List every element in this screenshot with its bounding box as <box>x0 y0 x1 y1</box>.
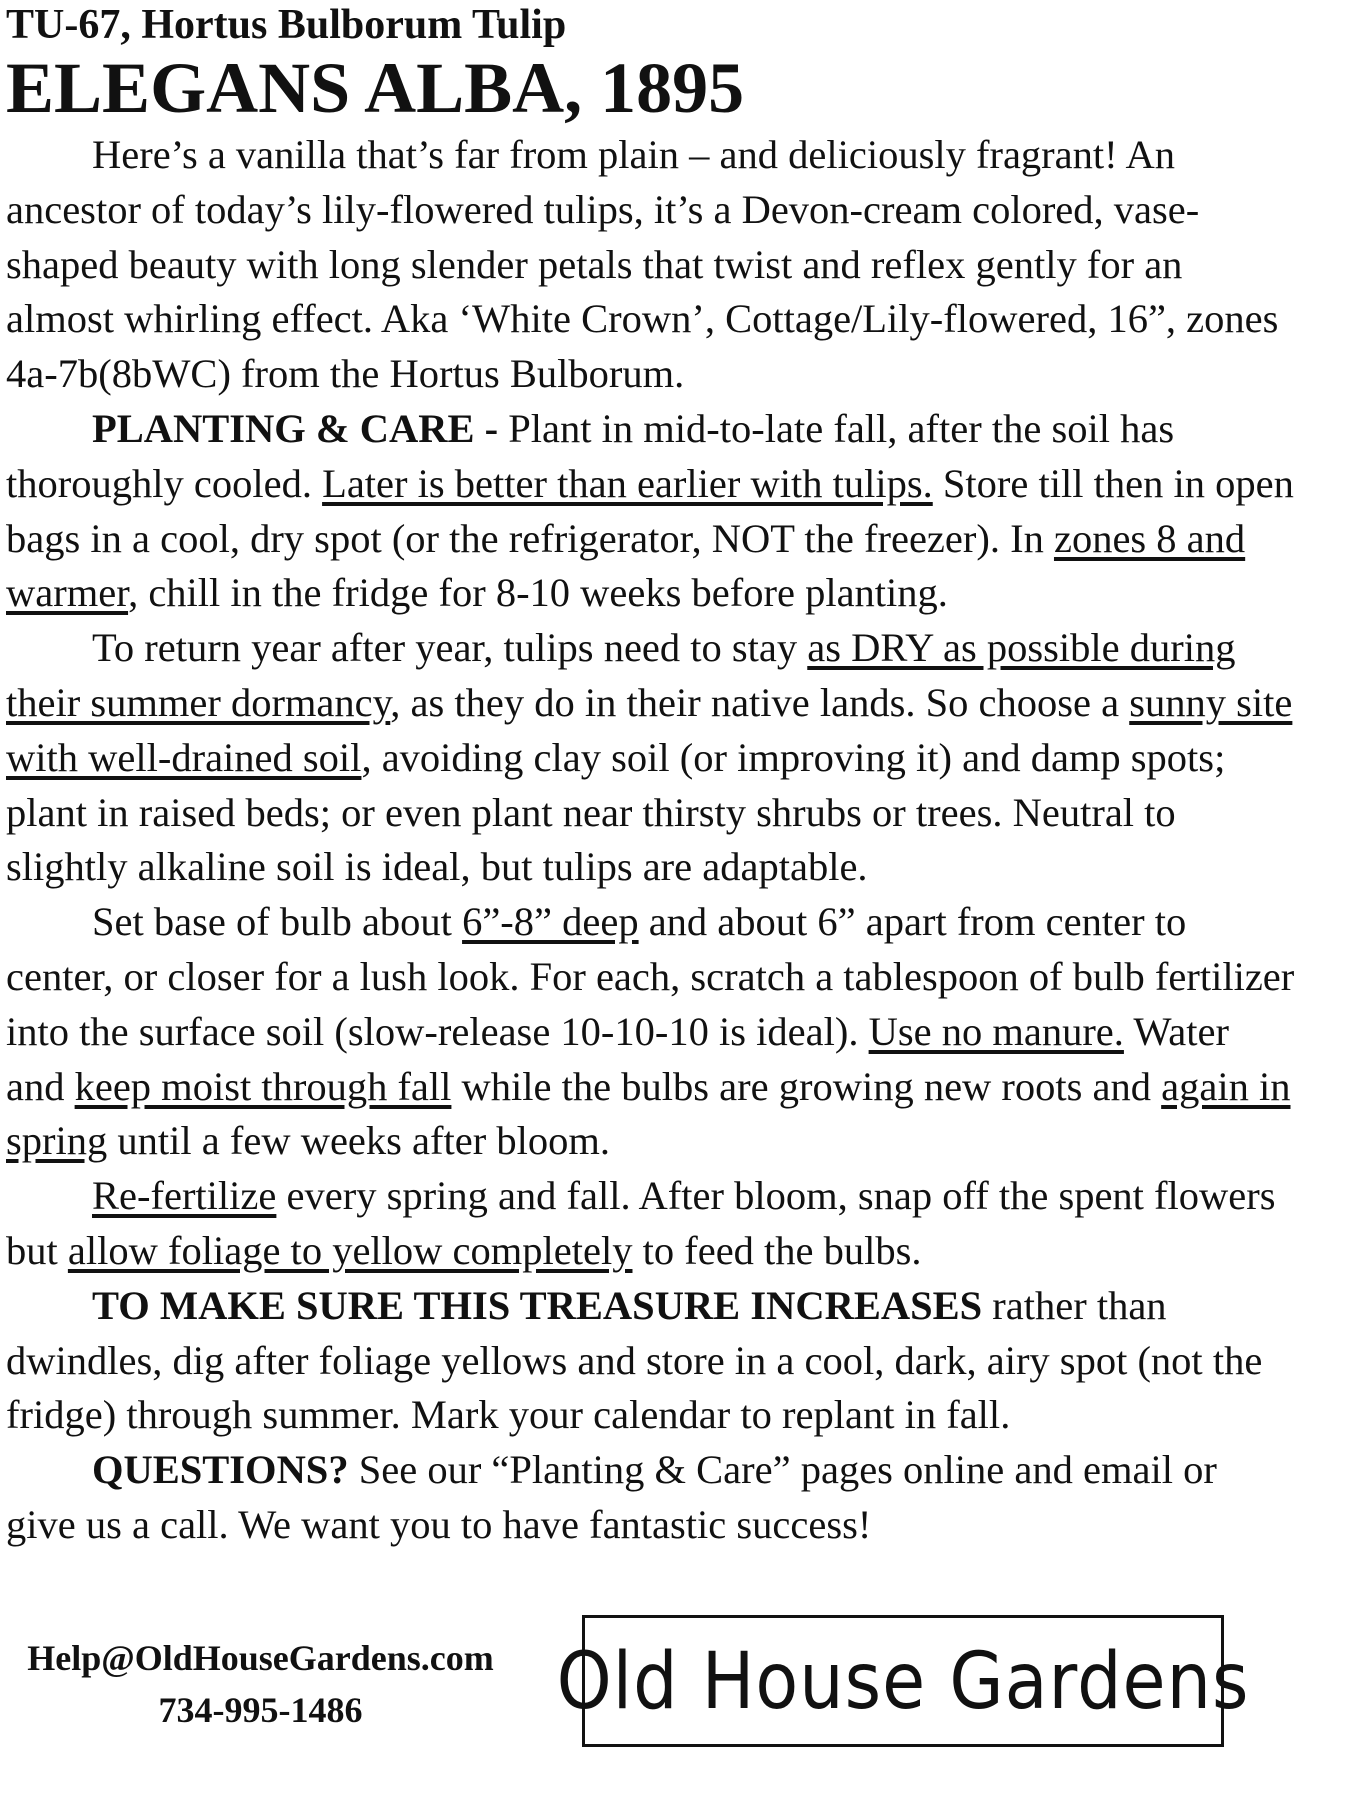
dry-paragraph <box>6 621 1296 895</box>
planting-paragraph <box>6 402 1296 621</box>
increase-text: rather than dwindles, dig after foliage yellows and store in a cool, dark, airy spot (not the fridge) through summer. Mark your calendar to replant in fall. <box>6 1282 1263 1438</box>
description-body <box>6 128 1296 1553</box>
product-title: ELEGANS ALBA, 1895 <box>6 48 745 128</box>
questions-paragraph <box>6 1443 1296 1553</box>
planting-heading: PLANTING & CARE - <box>92 405 499 451</box>
planting-text-3: , chill in the fridge for 8-10 weeks before planting. <box>128 570 948 616</box>
contact-info <box>8 1632 513 1736</box>
intro-text: Here’s a vanilla that’s far from plain – and deliciously fragrant! An ancestor of today’s lily-flowered tulips, it’s a Devon-cream colored, vase-shaped beauty with long slender petals that twist and reflex gently for an almost whirling effect. Aka ‘White Crown’, Cottage/Lily-flowered, 16”, zones 4a-7b(8bWC) from the Hortus Bulborum. <box>6 132 1279 397</box>
planting-text-1: Plant in mid-to-late fall, after the soil has thoroughly cooled. <box>6 405 1175 506</box>
planting-text-2: Store till then in open bags in a cool, dry spot (or the refrigerator, NOT the freezer). In <box>6 460 1294 561</box>
contact-email[interactable]: Help@OldHouseGardens.com <box>27 1638 494 1678</box>
dry-emphasis-1: as DRY as possible during their summer dormancy <box>6 625 1236 725</box>
depth-text-1: Set base of bulb about <box>92 899 463 945</box>
dry-text-1: To return year after year, tulips need to stay <box>92 625 808 671</box>
product-code-line: TU-67, Hortus Bulborum Tulip <box>6 2 567 48</box>
planting-emphasis-1: Later is better than earlier with tulips. <box>322 460 933 506</box>
brand-logo-text: Old House Gardens <box>556 1635 1250 1727</box>
refertilize-text-2: to feed the bulbs. <box>632 1227 922 1273</box>
refertilize-emphasis-2: allow foliage to yellow completely <box>67 1227 633 1273</box>
contact-phone[interactable]: 734-995-1486 <box>158 1690 363 1730</box>
dry-text-3: , avoiding clay soil (or improving it) and damp spots; plant in raised beds; or even plant near thirsty shrubs or trees. Neutral to slightly alkaline soil is ideal, but tulips are adaptable. <box>6 734 1226 890</box>
depth-text-5: until a few weeks after bloom. <box>107 1118 610 1164</box>
refertilize-emphasis-1: Re-fertilize <box>92 1173 277 1219</box>
refertilize-paragraph <box>6 1169 1296 1279</box>
depth-emphasis-3: keep moist through fall <box>74 1063 452 1109</box>
intro-paragraph <box>6 128 1296 402</box>
depth-emphasis-4: again in spring <box>6 1063 1291 1164</box>
increase-paragraph <box>6 1279 1296 1443</box>
depth-text-2: and about 6” apart from center to center, or closer for a lush look. For each, scratch a tablespoon of bulb fertilizer into the surface soil (slow-release 10-10-10 is ideal). <box>6 899 1295 1054</box>
brand-logo <box>556 1615 1250 1747</box>
increase-heading: TO MAKE SURE THIS TREASURE INCREASES <box>92 1282 983 1328</box>
dry-emphasis-2: sunny site with well-drained soil <box>6 679 1293 780</box>
depth-emphasis-1: 6”-8” deep <box>462 899 639 945</box>
product-card <box>6 0 1296 1553</box>
questions-heading: QUESTIONS? <box>92 1447 349 1493</box>
questions-text: See our “Planting & Care” pages online and email or give us a call. We want you to have fantastic success! <box>6 1447 1217 1547</box>
depth-emphasis-2: Use no manure. <box>868 1008 1124 1054</box>
depth-text-3: Water and <box>6 1008 1229 1109</box>
depth-text-4: while the bulbs are growing new roots and <box>451 1063 1162 1109</box>
depth-paragraph <box>6 895 1296 1169</box>
planting-emphasis-2: zones 8 and warmer <box>6 515 1246 616</box>
dry-text-2: , as they do in their native lands. So choose a <box>390 679 1130 725</box>
refertilize-text-1: every spring and fall. After bloom, snap off the spent flowers but <box>6 1173 1276 1273</box>
